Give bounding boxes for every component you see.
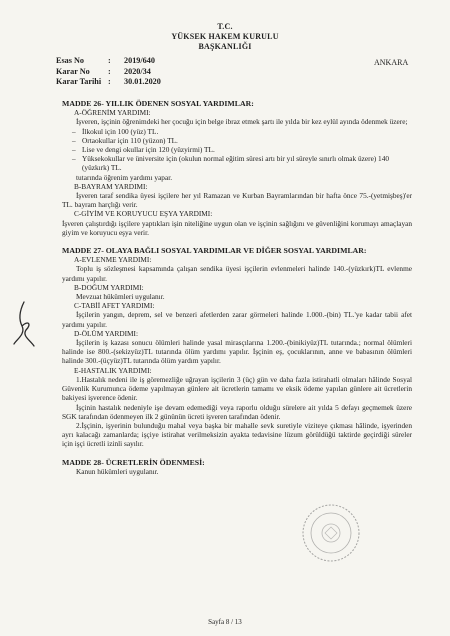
meta-row-tarih: Karar Tarihi : 30.01.2020 [56, 77, 161, 86]
official-stamp [300, 502, 362, 564]
header-presidency: BAŞKANLIĞI [198, 42, 252, 51]
page-number: Sayfa 8 / 13 [208, 618, 242, 626]
meta-value: 2019/640 [124, 56, 155, 65]
meta-key: Esas No [56, 56, 84, 65]
meta-value: 2020/34 [124, 66, 151, 76]
article-28-title: MADDE 28- ÜCRETLERİN ÖDENMESİ: [62, 457, 205, 467]
section-c-title: C-GİYİM VE KORUYUCU EŞYA YARDIMI: [74, 209, 213, 219]
meta-key: Karar Tarihi [56, 77, 102, 86]
section-c-text: İşçilerin yangın, deprem, sel ve benzeri afetlerden zarar görmeleri halinde 1.000.-(bin) TL.'ye kadar tabii afet yardımı yapılır. [62, 310, 412, 329]
section-e-text-2: İşçinin hastalık nedeniyle işe devam edemediği veya raporlu olduğu sürelere ait yılda 5 defayı geçmemek üzere SGK tarafından ödenmeyen ilk 2 gününün ücreti işveren tarafından ödenir. [62, 402, 412, 421]
city-label: ANKARA [374, 58, 409, 67]
section-e-title: E-HASTALIK YARDIMI: [74, 365, 152, 375]
meta-row-karar: Karar No : 2020/34 [56, 66, 151, 76]
article-26-title: MADDE 26- YILLIK ÖDENEN SOSYAL YARDIMLAR: [62, 99, 254, 108]
section-a-title: A-EVLENME YARDIMI: [74, 255, 152, 265]
section-a-tail: tutarında öğrenim yardımı yapar. [76, 172, 173, 182]
case-meta [56, 56, 161, 88]
section-e-text-1: 1.Hastalık nedeni ile iş göremezliğe uğrayan işçilerin 3 (üç) gün ve daha fazla istirahatli olmaları hâlinde Sosyal Güvenlik Kurumunca ödeme yapılmayan günlere ait ücretlerin tamamı ve eksik ödeme yapılan günlere ait ücretlerin bakiyesi işverence ödenir. [62, 374, 412, 403]
section-a-text: Toplu iş sözleşmesi kapsamında çalışan sendika üyesi işçilerin evlenmeleri halinde 140.-(yüzkırk)TL evlenme yardımı yapılır. [62, 264, 412, 283]
list-item: – İlkokul için 100 (yüz) TL. [72, 126, 159, 136]
signature-mark [10, 300, 40, 348]
meta-value: 30.01.2020 [124, 77, 161, 86]
section-c-title: C-TABİİ AFET YARDIMI: [74, 301, 155, 311]
article-27-title: MADDE 27- OLAYA BAĞLI SOSYAL YARDIMLAR VE DİĞER SOSYAL YARDIMLAR: [62, 246, 367, 256]
section-b-text: Mevzuat hükümleri uygulanır. [76, 292, 165, 302]
header-board: YÜKSEK HAKEM KURULU [171, 32, 279, 41]
section-d-text: İşçilerin iş kazası sonucu ölümleri halinde yasal mirasçılarına 1.200.-(binikiyüz)TL tutarında.; normal ölümleri halinde ise 800.-(sekizyüz)TL tutarında ölüm yardımı yapılır. İşçinin eş, çocuklarının, anne ve babasının ölümleri halinde 300.-(üçyüz)TL tutarında ölüm yardım yapılır. [62, 338, 412, 366]
list-item: – Lise ve dengi okullar için 120 (yüzyirmi) TL. [72, 145, 215, 155]
document-body [62, 99, 412, 476]
meta-key: Karar No [56, 66, 90, 76]
section-a-intro: İşveren, işçinin öğrenimdeki her çocuğu için belge ibraz etmek şartı ile yılda bir kez eylül ayında ödenmek üzere; [76, 117, 408, 127]
section-e-text-3: 2.İşçinin, işyerinin bulunduğu mahal veya başka bir mahalle sevk suretiyle viziteye çıkması hâlinde, işyerinden ayrı kalacağı zamanlarda; işçiye istirahat verilmeksizin ayakta tedavisine lüzum görüldüğü taktirde geçirdiği süreler için işçi ücretli izinli sayılır. [62, 420, 412, 449]
section-b-title: B-BAYRAM YARDIMI: [74, 181, 148, 191]
section-d-title: D-ÖLÜM YARDIMI: [74, 328, 138, 338]
section-a-title: A-ÖĞRENİM YARDIMI: [74, 108, 151, 118]
section-c-text: İşveren çalıştırdığı işçilere yaptıkları işin niteliğine uygun olan ve işçinin sağlığını ve güvenliğini korumayı amaçlayan giyim ve koruyucu eşya verir. [62, 218, 412, 237]
section-b-title: B-DOĞUM YARDIMI: [74, 282, 144, 292]
list-item: – Yüksekokullar ve üniversite için (okulun normal eğitim süresi artı bir yıl süreyle sınırlı olmak üzere) 140 (yüzkırk) TL. [72, 154, 390, 173]
meta-row-esas: Esas No : 2019/640 [56, 56, 155, 65]
section-b-text: İşveren taraf sendika üyesi işçilere her yıl Ramazan ve Kurban Bayramlarından bir hafta önce 75.-(yetmişbeş)'er TL. bayram harçlığı verir. [62, 191, 412, 210]
list-item: – Ortaokullar için 110 (yüzon) TL. [72, 135, 178, 145]
article-28-text: Kanun hükümleri uygulanır. [76, 466, 159, 476]
header-tc: T.C. [217, 22, 233, 31]
